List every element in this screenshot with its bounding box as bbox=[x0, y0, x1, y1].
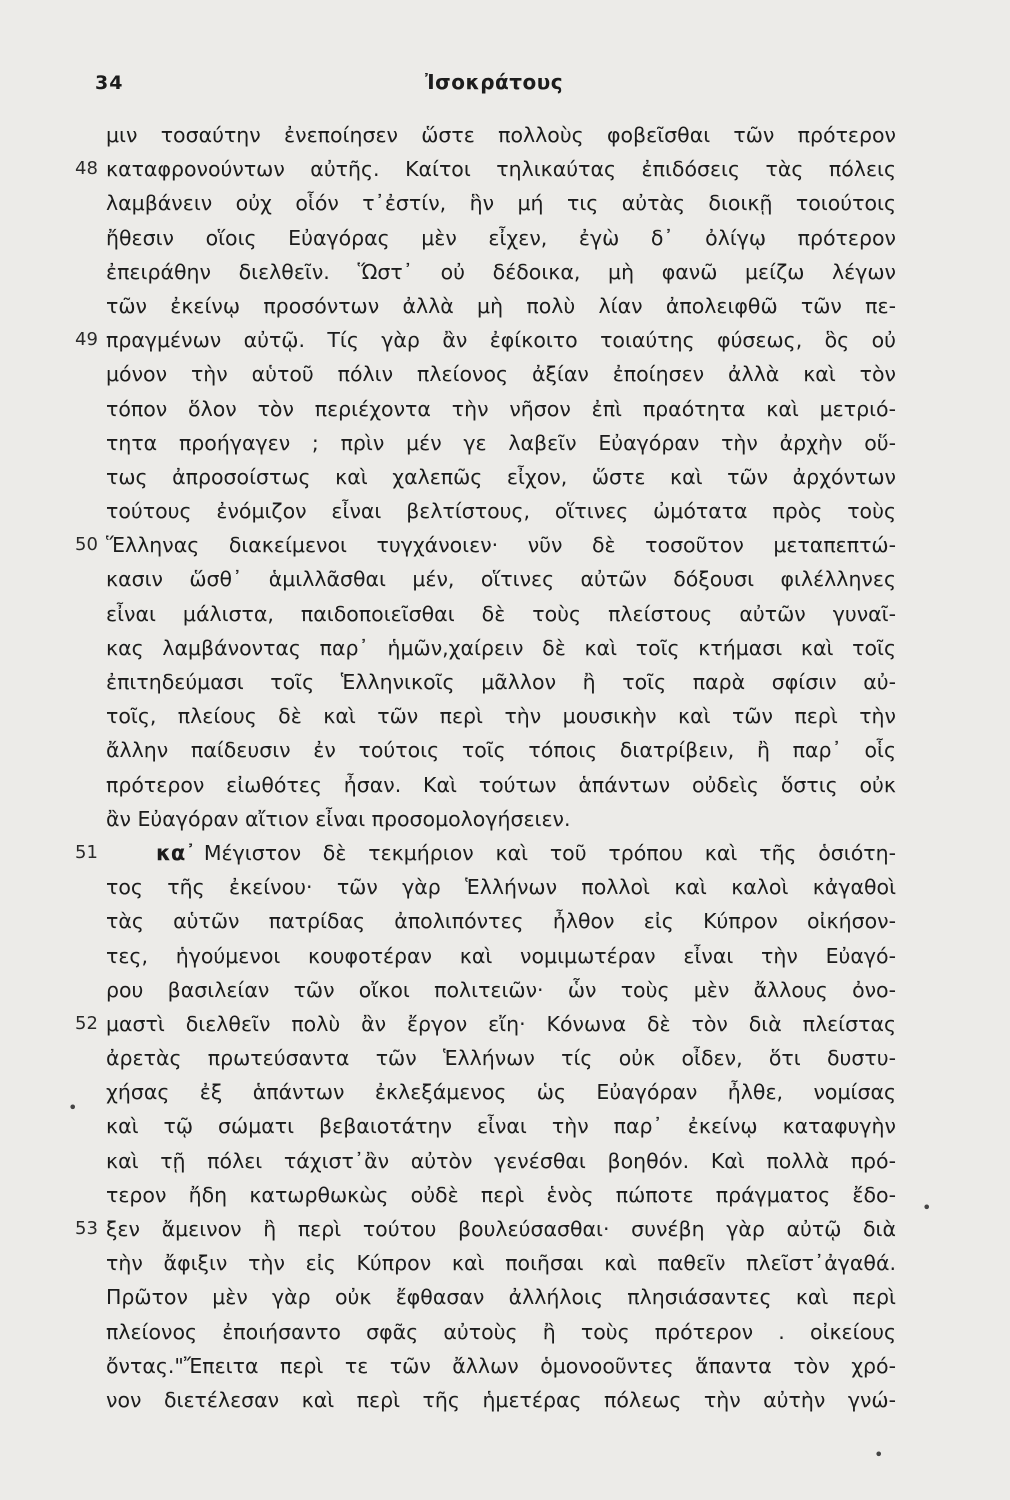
line-text: ξεν ἄμεινον ἢ περὶ τούτου βουλεύσασθαι· συνέβη γὰρ αὐτῷ διὰ bbox=[106, 1217, 896, 1241]
text-line bbox=[0, 1075, 1010, 1109]
text-line bbox=[0, 1007, 1010, 1041]
text-line bbox=[0, 699, 1010, 733]
line-text: ἂν Εὐαγόραν αἴτιον εἶναι προσομολογήσειεν. bbox=[106, 806, 571, 831]
section-number: 49 bbox=[75, 329, 98, 351]
text-line bbox=[0, 597, 1010, 631]
line-text: Πρῶτον μὲν γὰρ οὐκ ἔφθασαν ἀλλήλοις πλησιάσαντες καὶ περὶ bbox=[106, 1285, 896, 1310]
line-text: τὰς αὑτῶν πατρίδας ἀπολιπόντες ἦλθον εἰς Κύπρον οἰκήσον- bbox=[106, 909, 896, 934]
text-line bbox=[0, 118, 1010, 152]
line-text: ἐπειράθην διελθεῖν. Ὥστ᾽ οὐ δέδοικα, μὴ φανῶ μείζω λέγων bbox=[106, 259, 896, 284]
line-text: πρότερον εἰωθότες ἦσαν. Καὶ τούτων ἁπάντων οὐδεὶς ὅστις οὐκ bbox=[106, 772, 896, 797]
line-text: τούτους ἐνόμιζον εἶναι βελτίστους, οἵτινες ὠμότατα πρὸς τοὺς bbox=[106, 499, 896, 524]
text-line bbox=[0, 186, 1010, 220]
text-line bbox=[0, 802, 1010, 836]
line-body: Μέγιστον δὲ τεκμήριον καὶ τοῦ τρόπου καὶ τῆς ὁσιότη- bbox=[203, 840, 896, 865]
text-line bbox=[0, 460, 1010, 494]
section-number: 51 bbox=[75, 841, 98, 863]
text-line bbox=[0, 1315, 1010, 1349]
line-text: τες, ἡγούμενοι κουφοτέραν καὶ νομιμωτέραν εἶναι τὴν Εὐαγό- bbox=[106, 943, 896, 968]
text-line bbox=[0, 870, 1010, 904]
text-line bbox=[0, 768, 1010, 802]
line-text: ρου βασιλείαν τῶν οἴκοι πολιτειῶν· ὧν τοὺς μὲν ἄλλους ὀνο- bbox=[106, 977, 896, 1002]
margin-dot-left: • bbox=[68, 1098, 78, 1117]
line-text: ἐπιτηδεύμασι τοῖς Ἑλληνικοῖς μᾶλλον ἢ τοῖς παρὰ σφίσιν αὐ- bbox=[106, 670, 896, 694]
text-line bbox=[0, 1212, 1010, 1246]
text-line bbox=[0, 939, 1010, 973]
text-line bbox=[0, 1280, 1010, 1314]
text-line bbox=[0, 562, 1010, 596]
line-text: μιν τοσαύτην ἐνεποίησεν ὥστε πολλοὺς φοβεῖσθαι τῶν πρότερον bbox=[106, 123, 896, 147]
page-header bbox=[0, 60, 1010, 110]
chapter-mark: κα᾽ bbox=[156, 840, 196, 865]
line-text bbox=[106, 836, 896, 870]
line-text: λαμβάνειν οὐχ οἷόν τ᾽ἐστίν, ἣν μή τις αὐτὰς διοικῇ τοιούτοις bbox=[106, 191, 896, 216]
line-text: πραγμένων αὐτῷ. Τίς γὰρ ἂν ἐφίκοιτο τοιαύτης φύσεως, ὃς οὐ bbox=[106, 328, 896, 353]
text-line bbox=[0, 836, 1010, 870]
text-line bbox=[0, 1144, 1010, 1178]
text-line bbox=[0, 973, 1010, 1007]
text-line bbox=[0, 631, 1010, 665]
margin-dot-bottom: • bbox=[874, 1445, 884, 1464]
line-text: τως ἀπροσοίστως καὶ χαλεπῶς εἶχον, ὥστε καὶ τῶν ἀρχόντων bbox=[106, 464, 896, 489]
line-text: κας λαμβάνοντας παρ᾽ ἡμῶν,χαίρειν δὲ καὶ τοῖς κτήμασι καὶ τοῖς bbox=[106, 635, 896, 660]
text-line bbox=[0, 221, 1010, 255]
text-line bbox=[0, 665, 1010, 699]
running-title: Ἰσοκράτους bbox=[425, 70, 564, 94]
text-line bbox=[0, 392, 1010, 426]
text-line bbox=[0, 152, 1010, 186]
line-text: ἀρετὰς πρωτεύσαντα τῶν Ἑλλήνων τίς οὐκ οἶδεν, ὅτι δυστυ- bbox=[106, 1046, 896, 1071]
section-number: 48 bbox=[75, 158, 98, 180]
line-text: τος τῆς ἐκείνου· τῶν γὰρ Ἑλλήνων πολλοὶ καὶ καλοὶ κἀγαθοὶ bbox=[106, 875, 896, 900]
text-line bbox=[0, 733, 1010, 767]
section-number: 50 bbox=[75, 534, 98, 556]
text-line bbox=[0, 1246, 1010, 1280]
line-text: καὶ τῷ σώματι βεβαιοτάτην εἶναι τὴν παρ᾽ ἐκείνῳ καταφυγὴν bbox=[106, 1114, 896, 1139]
text-line bbox=[0, 289, 1010, 323]
body-text bbox=[0, 118, 1010, 1417]
line-text: κασιν ὥσθ᾽ ἁμιλλᾶσθαι μέν, οἵτινες αὐτῶν δόξουσι φιλέλληνες bbox=[106, 567, 896, 592]
line-text: τῶν ἐκείνῳ προσόντων ἀλλὰ μὴ πολὺ λίαν ἀπολειφθῶ τῶν πε- bbox=[106, 293, 896, 318]
line-text: νον διετέλεσαν καὶ περὶ τῆς ἡμετέρας πόλεως τὴν αὐτὴν γνώ- bbox=[106, 1387, 896, 1412]
line-text: τητα προήγαγεν ; πρὶν μέν γε λαβεῖν Εὐαγόραν τὴν ἀρχὴν οὕ- bbox=[106, 430, 896, 455]
section-number: 53 bbox=[75, 1218, 98, 1239]
text-line bbox=[0, 1349, 1010, 1383]
text-line bbox=[0, 1383, 1010, 1417]
text-line bbox=[0, 323, 1010, 357]
margin-dot-right: • bbox=[922, 1198, 932, 1217]
line-text: καὶ τῇ πόλει τάχιστ᾽ἂν αὐτὸν γενέσθαι βοηθόν. Καὶ πολλὰ πρό- bbox=[106, 1148, 896, 1173]
line-text: καταφρονούντων αὐτῆς. Καίτοι τηλικαύτας ἐπιδόσεις τὰς πόλεις bbox=[106, 157, 896, 182]
line-text: τὴν ἄφιξιν τὴν εἰς Κύπρον καὶ ποιῆσαι καὶ παθεῖν πλεῖστ᾽ἀγαθά. bbox=[106, 1251, 896, 1276]
line-text: μαστὶ διελθεῖν πολὺ ἂν ἔργον εἴη· Κόνωνα δὲ τὸν διὰ πλείστας bbox=[106, 1011, 896, 1036]
text-line bbox=[0, 1109, 1010, 1143]
line-text: ὄντας."Ἔπειτα περὶ τε τῶν ἄλλων ὁμονοοῦντες ἅπαντα τὸν χρό- bbox=[106, 1353, 896, 1378]
line-text: μόνον τὴν αὑτοῦ πόλιν πλείονος ἀξίαν ἐποίησεν ἀλλὰ καὶ τὸν bbox=[106, 362, 896, 387]
text-line bbox=[0, 255, 1010, 289]
page-number: 34 bbox=[95, 72, 124, 94]
section-number: 52 bbox=[75, 1012, 98, 1034]
line-text: Ἕλληνας διακείμενοι τυγχάνοιεν· νῦν δὲ τοσοῦτον μεταπεπτώ- bbox=[106, 533, 896, 558]
line-text: εἶναι μάλιστα, παιδοποιεῖσθαι δὲ τοὺς πλείστους αὐτῶν γυναῖ- bbox=[106, 601, 896, 626]
text-line bbox=[0, 357, 1010, 391]
text-line bbox=[0, 528, 1010, 562]
line-text: ἄλλην παίδευσιν ἐν τούτοις τοῖς τόποις διατρίβειν, ἢ παρ᾽ οἷς bbox=[106, 738, 896, 763]
text-line bbox=[0, 426, 1010, 460]
line-text: πλείονος ἐποιήσαντο σφᾶς αὐτοὺς ἢ τοὺς πρότερον . οἰκείους bbox=[106, 1319, 896, 1344]
line-text: χήσας ἐξ ἁπάντων ἐκλεξάμενος ὡς Εὐαγόραν ἦλθε, νομίσας bbox=[106, 1080, 896, 1105]
text-line bbox=[0, 904, 1010, 938]
line-text: τόπον ὅλον τὸν περιέχοντα τὴν νῆσον ἐπὶ πραότητα καὶ μετριό- bbox=[106, 396, 896, 421]
line-text: τερον ἤδη κατωρθωκὼς οὐδὲ περὶ ἑνὸς πώποτε πράγματος ἔδο- bbox=[106, 1182, 896, 1207]
text-line bbox=[0, 1041, 1010, 1075]
text-line bbox=[0, 1178, 1010, 1212]
line-text: ἤθεσιν οἵοις Εὐαγόρας μὲν εἶχεν, ἐγὼ δ᾽ ὀλίγῳ πρότερον bbox=[106, 225, 896, 250]
text-line bbox=[0, 494, 1010, 528]
line-text: τοῖς, πλείους δὲ καὶ τῶν περὶ τὴν μουσικὴν καὶ τῶν περὶ τὴν bbox=[106, 704, 896, 729]
